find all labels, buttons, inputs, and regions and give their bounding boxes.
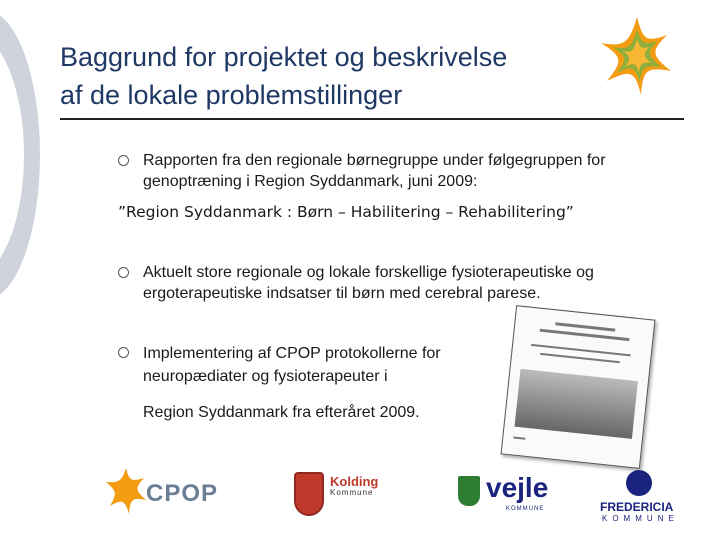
vejle-wordmark: vejle bbox=[486, 472, 549, 503]
report-cover-photo bbox=[515, 369, 638, 439]
bullet-implementation-line-3: Region Syddanmark fra efteråret 2009. bbox=[143, 404, 420, 421]
bullet-implementation bbox=[118, 342, 508, 423]
bullet-report-line-1: Rapporten fra den regionale børnegruppe under følgegruppen for bbox=[143, 152, 606, 169]
bullet-implementation-line-2: neuropædiater og fysioterapeuter i bbox=[143, 368, 388, 385]
report-subtitle-line bbox=[540, 353, 620, 363]
partner-logos bbox=[0, 462, 720, 532]
report-title-quote: ”Region Syddanmark : Børn – Habilitering – Rehabilitering” bbox=[118, 203, 574, 221]
bullet-efforts-line-1: Aktuelt store regionale og lokale forskellige fysioterapeutiske og bbox=[143, 264, 594, 281]
fredericia-logo bbox=[598, 462, 688, 524]
report-cover-thumbnail bbox=[501, 305, 656, 469]
cpop-logo bbox=[104, 462, 224, 524]
bullet-report-line-2: genoptræning i Region Syddanmark, juni 2009: bbox=[143, 173, 478, 190]
report-title-line bbox=[555, 322, 615, 331]
fredericia-subtitle: KOMMUNE bbox=[602, 514, 679, 523]
fredericia-wordmark: FREDERICIA bbox=[600, 500, 674, 514]
title-line-2: af de lokale problemstillinger bbox=[60, 80, 403, 110]
kolding-subtitle: Kommune bbox=[330, 488, 374, 497]
title-line-1: Baggrund for projektet og beskrivelse bbox=[60, 42, 508, 72]
vejle-subtitle: KOMMUNE bbox=[506, 506, 545, 512]
report-footer-mark bbox=[513, 437, 525, 440]
kolding-logo bbox=[290, 462, 390, 524]
cpop-star-icon bbox=[104, 466, 148, 516]
bullet-report bbox=[118, 150, 688, 192]
bullet-implementation-line-1: Implementering af CPOP protokollerne for bbox=[143, 345, 441, 362]
bullet-efforts-line-2: ergoterapeutiske indsatser til børn med cerebral parese. bbox=[143, 285, 541, 302]
title-divider bbox=[60, 118, 684, 120]
vejle-logo bbox=[458, 462, 568, 524]
bullet-efforts bbox=[118, 262, 688, 304]
report-title-line bbox=[540, 329, 630, 341]
slide-title bbox=[60, 38, 580, 114]
bullet-circle-icon bbox=[118, 267, 129, 278]
bullet-circle-icon bbox=[118, 155, 129, 166]
fredericia-crest-icon bbox=[626, 470, 652, 496]
star-logo-icon bbox=[592, 10, 682, 100]
kolding-shield-icon bbox=[294, 472, 324, 516]
vejle-shield-icon bbox=[458, 476, 480, 506]
cpop-wordmark: CPOP bbox=[146, 480, 219, 507]
kolding-wordmark: Kolding bbox=[330, 474, 379, 489]
bullet-circle-icon bbox=[118, 347, 129, 358]
